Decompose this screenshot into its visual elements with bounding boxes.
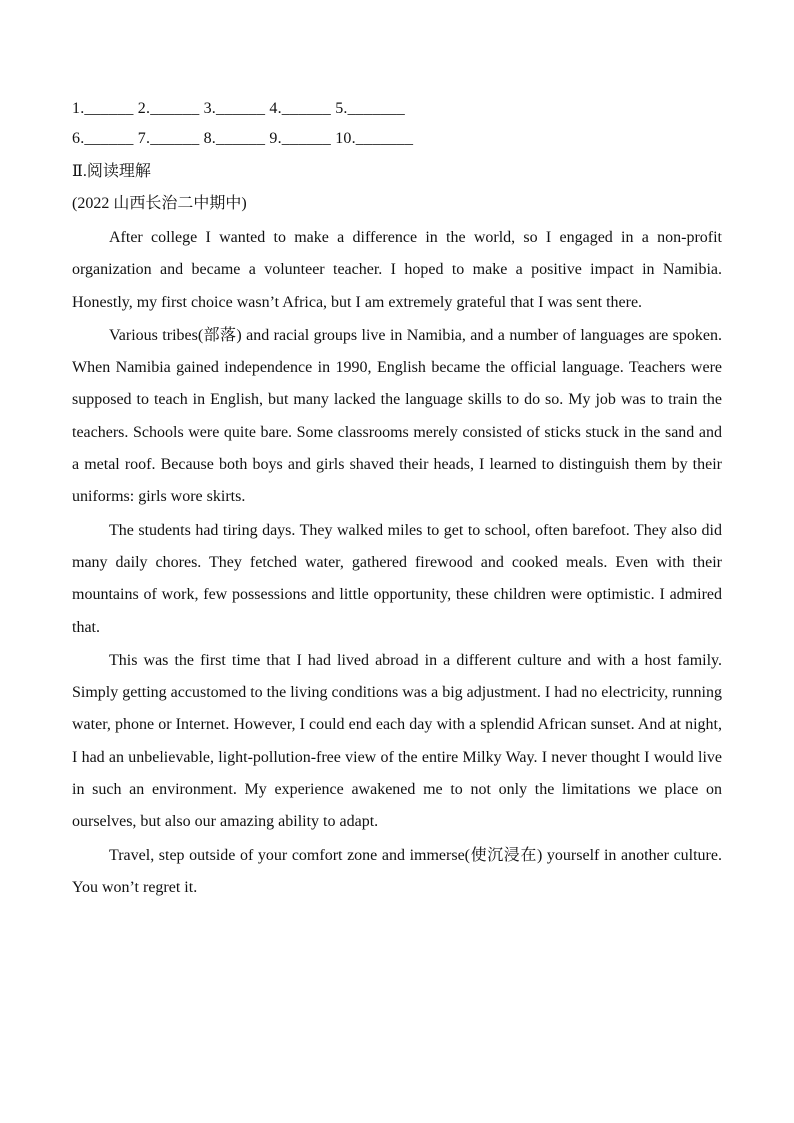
passage-paragraph-3: The students had tiring days. They walked miles to get to school, often barefoot. They also did many daily chores. They fetched water, gathered firewood and cooked meals. Even with their mountains of work, few possessions and little opportunity, these children were optimistic. I admired that. xyxy=(72,521,722,636)
passage-paragraph-1: After college I wanted to make a difference in the world, so I engaged in a non-profit organization and became a volunteer teacher. I hoped to make a positive impact in Namibia. Honestly, my first choice wasn’t Africa, but I am extremely grateful that I was sent there. xyxy=(72,229,722,311)
answer-blanks-row-2: 6.______ 7.______ 8.______ 9.______ 10._______ xyxy=(72,130,414,147)
section-title: Ⅱ.阅读理解 xyxy=(72,163,151,180)
document-page xyxy=(72,94,722,904)
source-note: (2022 山西长治二中期中) xyxy=(72,195,247,212)
reading-passage xyxy=(72,222,722,904)
passage-paragraph-4: This was the first time that I had lived abroad in a different culture and with a host family. Simply getting accustomed to the living conditions was a big adjustment. I had no electricity, running water, phone or Internet. However, I could end each day with a splendid African sunset. And at night, I had an unbelievable, light-pollution-free view of the entire Milky Way. I never thought I would live in such an environment. My experience awakened me to not only the limitations we place on ourselves, but also our amazing ability to adapt. xyxy=(72,651,722,831)
passage-paragraph-5: Travel, step outside of your comfort zone and immerse(使沉浸在) yourself in another culture. You won’t regret it. xyxy=(72,846,722,896)
passage-paragraph-2: Various tribes(部落) and racial groups live in Namibia, and a number of languages are spoken. When Namibia gained independence in 1990, English became the official language. Teachers were supposed to teach in English, but many lacked the language skills to do so. My job was to train the teachers. Schools were quite bare. Some classrooms merely consisted of sticks stuck in the sand and a metal roof. Because both boys and girls shaved their heads, I learned to distinguish them by their uniforms: girls wore skirts. xyxy=(72,326,722,506)
answer-blanks-row-1: 1.______ 2.______ 3.______ 4.______ 5._______ xyxy=(72,100,405,117)
